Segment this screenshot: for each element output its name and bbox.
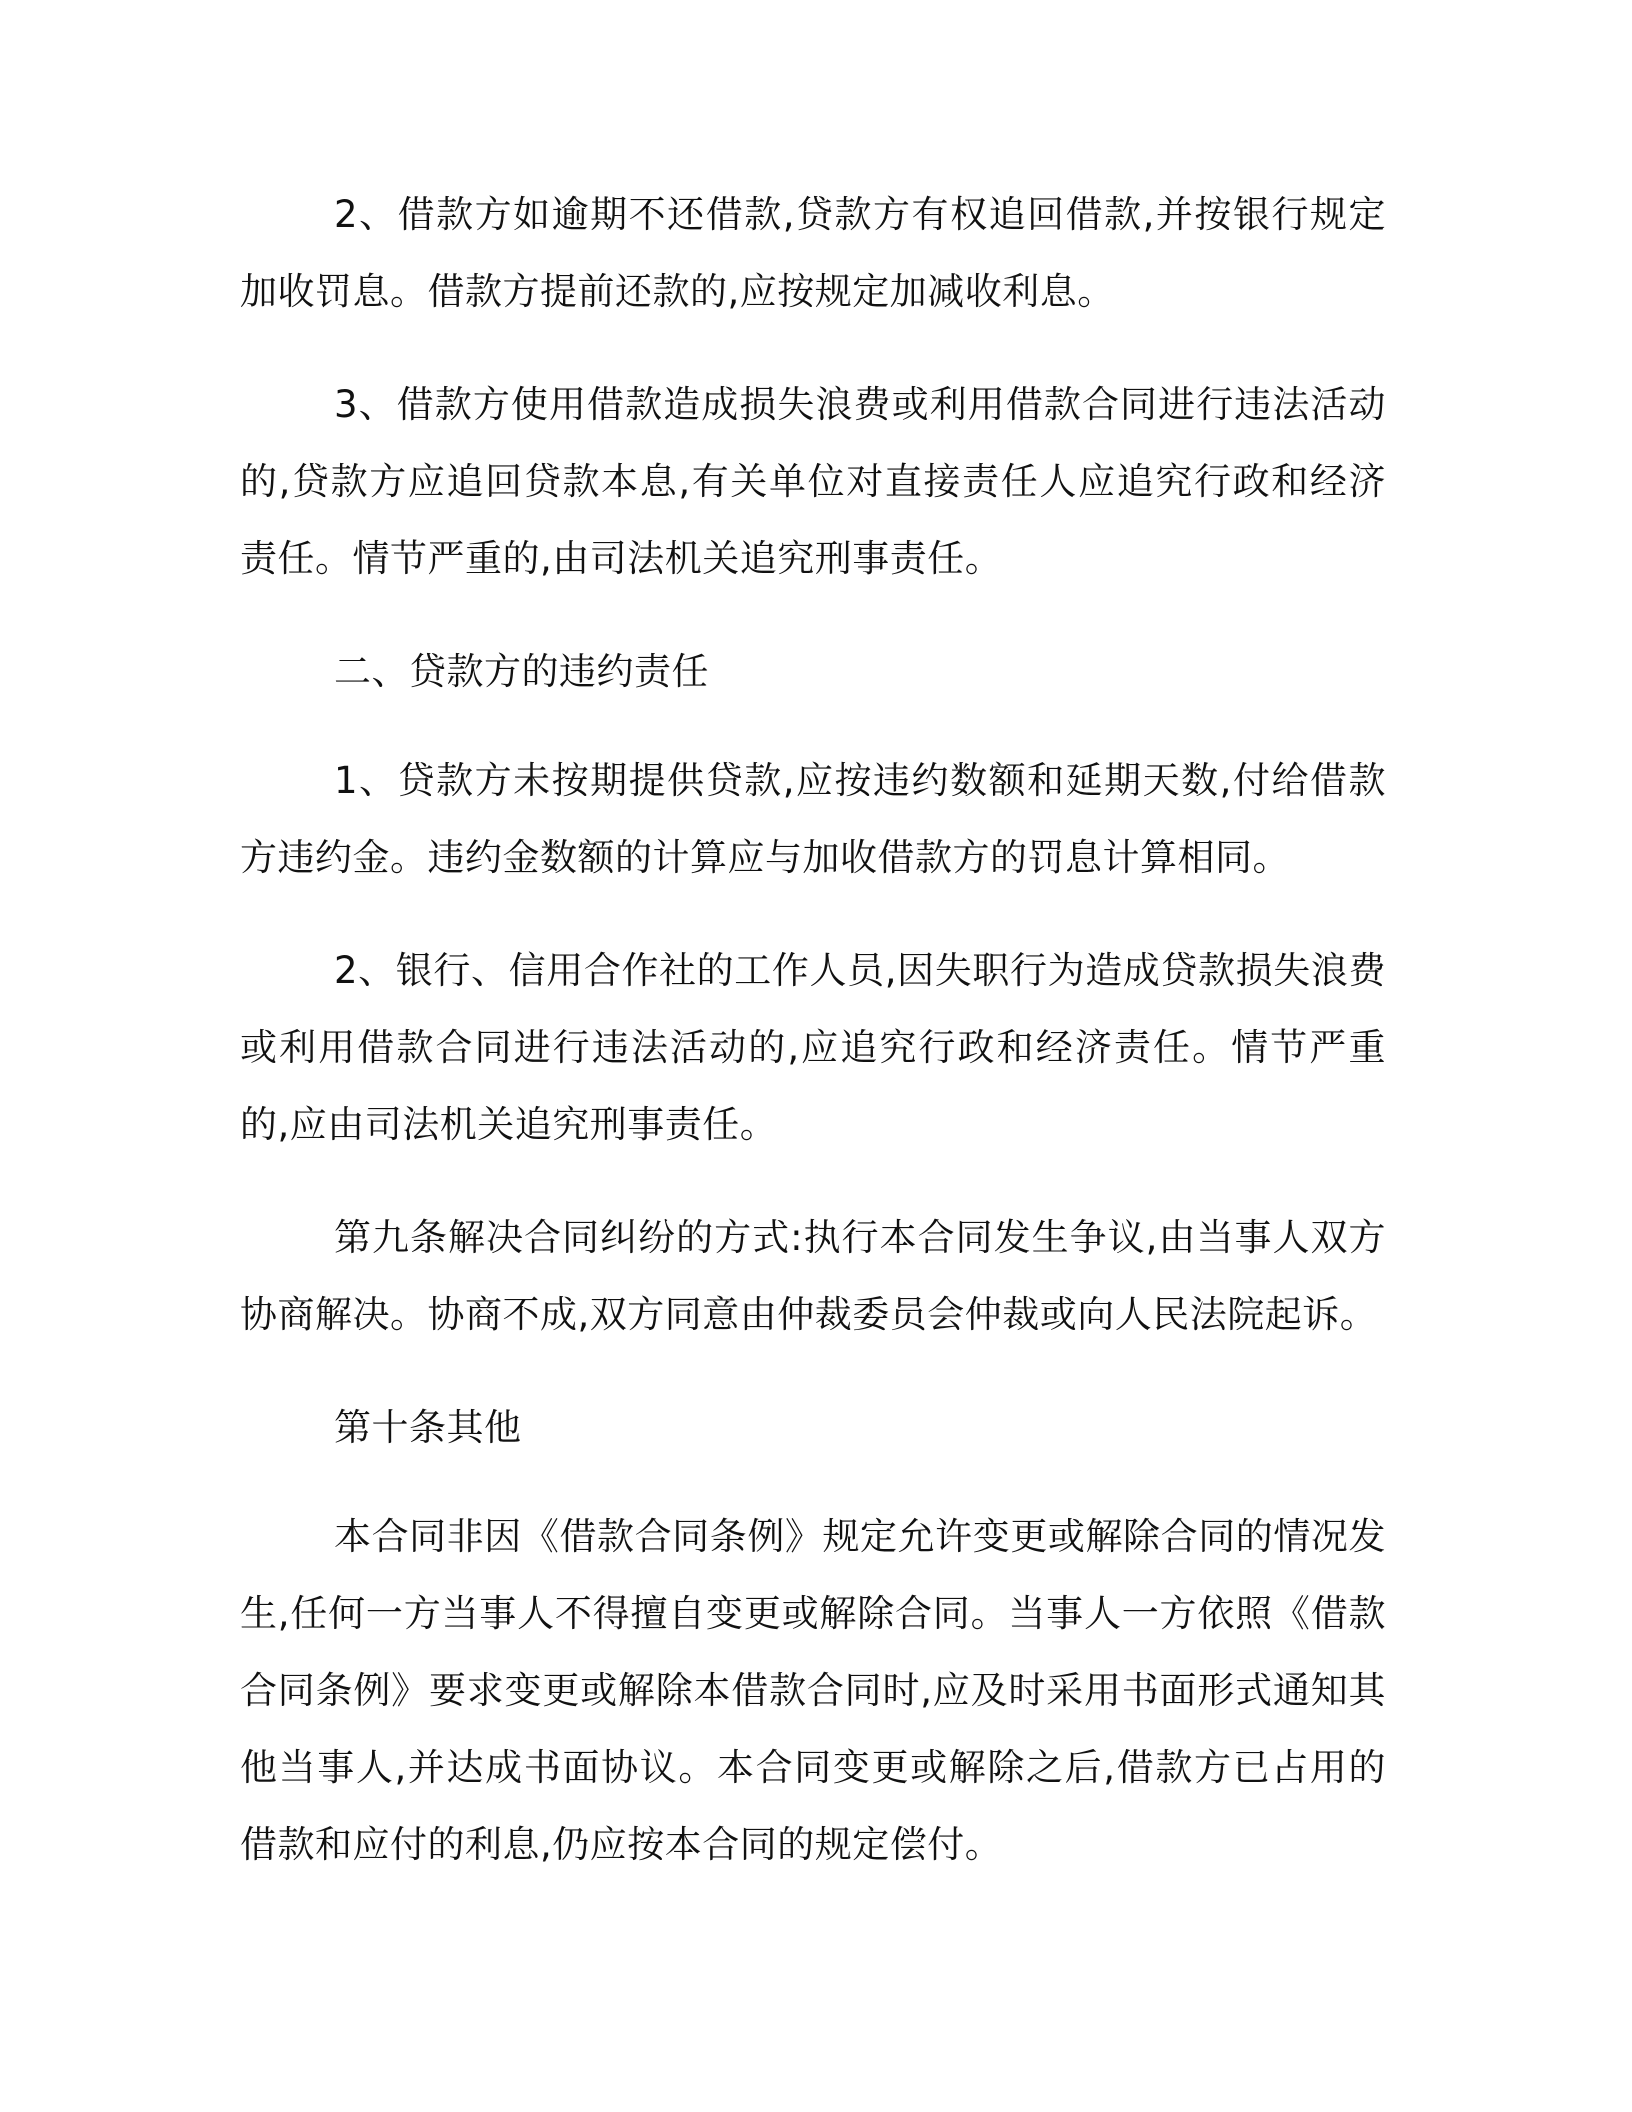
document-body xyxy=(240,176,1386,1919)
paragraph-staff-negligence: 2、银行、信用合作社的工作人员,因失职行为造成贷款损失浪费或利用借款合同进行违法活动的,应追究行政和经济责任。情节严重的,应由司法机关追究刑事责任。 xyxy=(240,949,1386,1146)
paragraph-lender-late: 1、贷款方未按期提供贷款,应按违约数额和延期天数,付给借款方违约金。违约金数额的计算应与加收借款方的罚息计算相同。 xyxy=(240,759,1386,879)
heading-article-ten: 第十条其他 xyxy=(334,1406,522,1449)
paragraph-borrower-overdue: 2、借款方如逾期不还借款,贷款方有权追回借款,并按银行规定加收罚息。借款方提前还款的,应按规定加减收利息。 xyxy=(240,193,1386,313)
heading-lender-liability: 二、贷款方的违约责任 xyxy=(334,650,709,693)
paragraph-article-ten-body: 本合同非因《借款合同条例》规定允许变更或解除合同的情况发生,任何一方当事人不得擅自变更或解除合同。当事人一方依照《借款合同条例》要求变更或解除本借款合同时,应及时采用书面形式通知其他当事人,并达成书面协议。本合同变更或解除之后,借款方已占用的借款和应付的利息,仍应按本合同的规定偿付。 xyxy=(240,1515,1386,1866)
paragraph-article-nine: 第九条解决合同纠纷的方式:执行本合同发生争议,由当事人双方协商解决。协商不成,双方同意由仲裁委员会仲裁或向人民法院起诉。 xyxy=(240,1216,1386,1336)
paragraph-borrower-misuse: 3、借款方使用借款造成损失浪费或利用借款合同进行违法活动的,贷款方应追回贷款本息,有关单位对直接责任人应追究行政和经济责任。情节严重的,由司法机关追究刑事责任。 xyxy=(240,383,1386,580)
